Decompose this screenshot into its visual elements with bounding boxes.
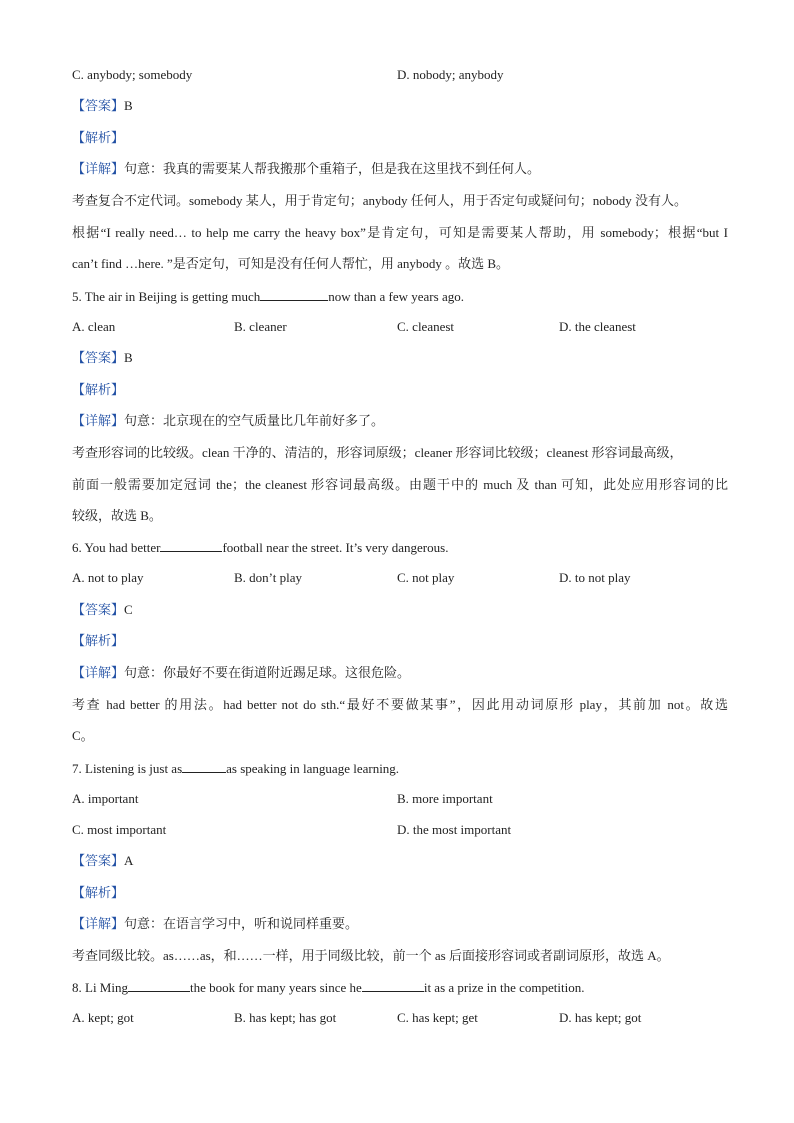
answer-blank-2	[362, 979, 424, 992]
q5-explanation-2: 前面一般需要加定冠词 the；the cleanest 形容词最高级。由题干中的 much 及 than 可知，此处应用形容词的比	[72, 477, 728, 492]
q6-option-d: D. to not play	[559, 570, 631, 585]
q7-option-d: D. the most important	[397, 822, 512, 837]
q7-detail: 【详解】句意：在语言学习中，听和说同样重要。	[72, 916, 359, 931]
answer-value: A	[124, 853, 134, 868]
answer-tag: 【答案】	[72, 602, 125, 617]
q8-stem: 8. Li Ming the book for many years since he it as a prize in the competition.	[72, 980, 585, 995]
q5-option-d: D. the cleanest	[559, 319, 636, 334]
answer-blank-1	[128, 979, 190, 992]
answer-blank	[260, 288, 328, 301]
q5-detail: 【详解】句意：北京现在的空气质量比几年前好多了。	[72, 413, 385, 428]
answer-blank	[182, 760, 226, 773]
q5-option-c: C. cleanest	[397, 319, 455, 334]
answer-blank	[160, 539, 222, 552]
q5-stem: 5. The air in Beijing is getting much now than a few years ago.	[72, 289, 464, 304]
q8-option-b: B. has kept; has got	[234, 1010, 337, 1025]
answer-value: C	[124, 602, 133, 617]
q8-option-d: D. has kept; got	[559, 1010, 642, 1025]
q7-answer	[72, 853, 133, 869]
q4-analysis-tag: 【解析】	[72, 130, 125, 145]
q5-explanation-3: 较级，故选 B。	[72, 508, 162, 523]
q7-explanation-1: 考查同级比较。as……as，和……一样，用于同级比较，前一个 as 后面接形容词或者副词原形，故选 A。	[72, 948, 670, 963]
q7-analysis-tag: 【解析】	[72, 885, 125, 900]
q6-option-b: B. don’t play	[234, 570, 303, 585]
answer-tag: 【答案】	[72, 853, 125, 868]
q7-option-c: C. most important	[72, 822, 167, 837]
q6-analysis-tag: 【解析】	[72, 633, 125, 648]
q6-detail: 【详解】句意：你最好不要在街道附近踢足球。这很危险。	[72, 665, 411, 680]
q4-option-d: D. nobody; anybody	[397, 67, 504, 82]
answer-tag: 【答案】	[72, 98, 125, 113]
q4-detail: 【详解】句意：我真的需要某人帮我搬那个重箱子，但是我在这里找不到任何人。	[72, 161, 541, 176]
q5-option-a: A. clean	[72, 319, 116, 334]
q6-option-c: C. not play	[397, 570, 455, 585]
q6-stem: 6. You had better football near the street. It’s very dangerous.	[72, 540, 449, 555]
q5-option-b: B. cleaner	[234, 319, 287, 334]
q5-analysis-tag: 【解析】	[72, 382, 125, 397]
q4-option-c: C. anybody; somebody	[72, 67, 193, 82]
q5-answer	[72, 350, 133, 366]
answer-value: B	[124, 98, 133, 113]
q6-explanation-1: 考查 had better 的用法。had better not do sth.“最好不要做某事”，因此用动词原形 play，其前加 not。故选	[72, 697, 728, 712]
q7-option-b: B. more important	[397, 791, 493, 806]
q4-explanation-3: can’t find …here. ”是否定句，可知是没有任何人帮忙，用 anybody 。故选 B。	[72, 256, 510, 271]
q4-answer	[72, 98, 133, 114]
q4-explanation-1: 考查复合不定代词。somebody 某人，用于肯定句；anybody 任何人，用于否定句或疑问句；nobody 没有人。	[72, 193, 687, 208]
q6-option-a: A. not to play	[72, 570, 144, 585]
q7-stem: 7. Listening is just as as speaking in language learning.	[72, 761, 400, 776]
answer-tag: 【答案】	[72, 350, 125, 365]
q5-explanation-1: 考查形容词的比较级。clean 干净的、清洁的，形容词原级；cleaner 形容词比较级；cleanest 形容词最高级，	[72, 445, 683, 460]
q6-explanation-2: C。	[72, 728, 94, 743]
q8-option-c: C. has kept; get	[397, 1010, 478, 1025]
q6-answer	[72, 602, 133, 618]
q7-option-a: A. important	[72, 791, 139, 806]
q8-option-a: A. kept; got	[72, 1010, 134, 1025]
answer-value: B	[124, 350, 133, 365]
q4-explanation-2: 根据“I really need… to help me carry the heavy box”是肯定句，可知是需要某人帮助，用 somebody；根据“but I	[72, 225, 728, 240]
